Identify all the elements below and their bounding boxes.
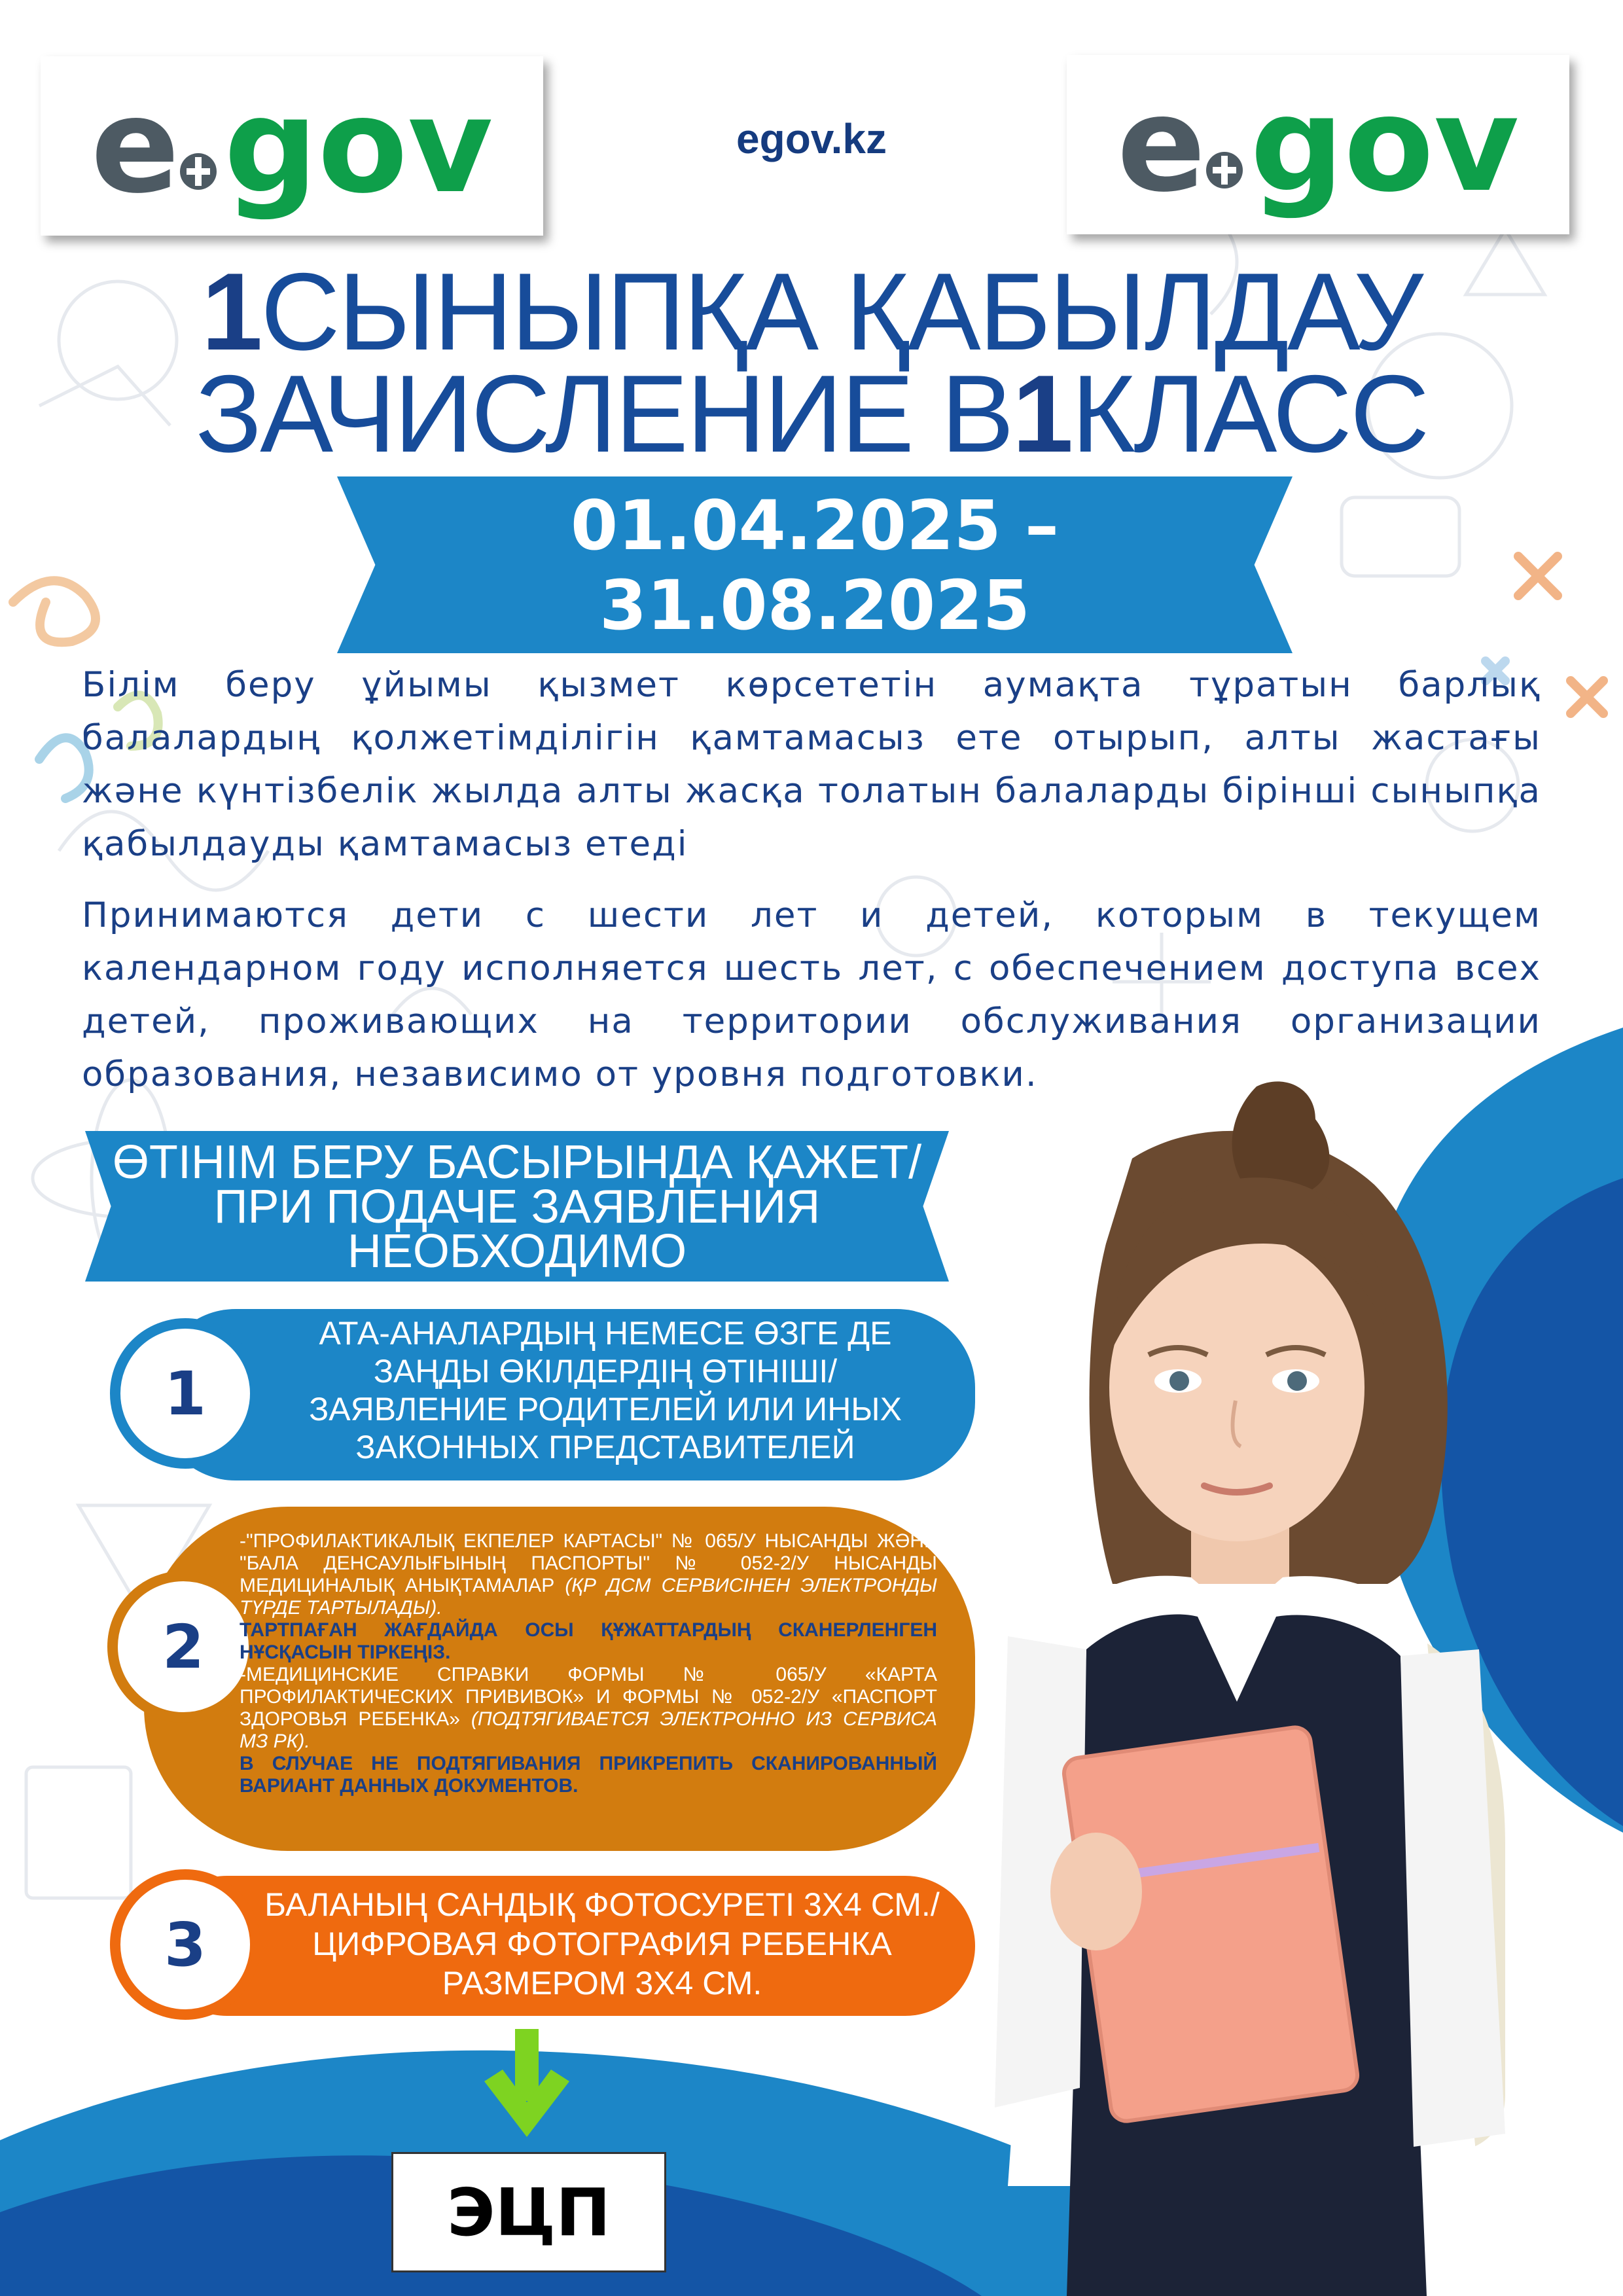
ecp-label: ЭЦП <box>447 2174 611 2251</box>
egov-plus-icon <box>1202 141 1247 194</box>
step-1-number: 1 <box>110 1318 260 1469</box>
site-url[interactable]: egov.kz <box>736 115 887 162</box>
step-2-ru-bold: В СЛУЧАЕ НЕ ПОДТЯГИВАНИЯ ПРИКРЕПИТЬ СКАНИРОВАННЫЙ ВАРИАНТ ДАННЫХ ДОКУМЕНТОВ. <box>240 1753 937 1797</box>
logo-gov-text: gov <box>1250 68 1520 221</box>
schoolgirl-photo <box>916 1073 1623 2296</box>
step-3-text <box>255 1885 949 2003</box>
step-2-kz-text: -"ПРОФИЛАКТИКАЛЫҚ ЕКПЕЛЕР КАРТАСЫ" № 065/У НЫСАНДЫ ЖӘНЕ "БАЛА ДЕНСАУЛЫҒЫНЫҢ ПАСПОРТЫ" № 052-2/У НЫСАНДЫ МЕДИЦИНАЛЫҚ АНЫҚТАМАЛАР <box>240 1530 937 1596</box>
step-2-ru-italic: (ПОДТЯГИВАЕТСЯ ЭЛЕКТРОННО ИЗ СЕРВИСА МЗ РК). <box>240 1708 938 1752</box>
green-down-arrow-icon <box>478 2029 576 2140</box>
title-kz <box>0 250 1623 373</box>
egov-logo-right <box>1067 55 1569 234</box>
step-3-number: 3 <box>110 1869 260 2020</box>
step-2-number: 2 <box>107 1571 259 1723</box>
date-end: 31.08.2025 <box>599 565 1030 645</box>
egov-plus-icon <box>175 143 221 195</box>
logo-e-letter: e <box>1116 68 1206 221</box>
step-1-line: АТА-АНАЛАРДЫҢ НЕМЕСЕ ӨЗГЕ ДЕ <box>319 1315 892 1352</box>
title-ru <box>0 352 1623 475</box>
title-number: 1 <box>1012 352 1072 475</box>
requirements-heading <box>98 1136 936 1278</box>
paragraph-ru: Принимаются дети с шести лет и детей, которым в текущем календарном году исполняется шесть лет, с обеспечением доступа всех детей, проживающих на территории обслуживания организации образования, независимо от уровня подготовки. <box>82 895 1541 1094</box>
step-1-text <box>262 1314 949 1466</box>
step-2-kz-block <box>240 1530 937 1619</box>
date-start: 01.04.2025 – <box>570 486 1060 565</box>
title-kz-text: СЫНЫПҚА ҚАБЫЛДАУ <box>260 250 1422 373</box>
requirements-heading-line: НЕОБХОДИМО <box>347 1225 687 1278</box>
step-2-kz-bold: ТАРТПАҒАН ЖАҒДАЙДА ОСЫ ҚҰЖАТТАРДЫҢ СКАНЕРЛЕНГЕН НҰСҚАСЫН ТІРКЕҢІЗ. <box>240 1619 937 1663</box>
step-1-line: ЗАЯВЛЕНИЕ РОДИТЕЛЕЙ ИЛИ ИНЫХ <box>309 1391 902 1427</box>
step-1-line: ЗАҢДЫ ӨКІЛДЕРДІҢ ӨТІНІШІ/ <box>373 1353 838 1390</box>
paragraph-kz: Білім беру ұйымы қызмет көрсететін аумақта тұратын барлық балалардың қолжетімділігін қамтамасыз ете отырып, алты жастағы және күнтізбелік жылда алты жасқа толатын балаларды бірінші сыныпқа қабылдауды қамтамасыз етеді <box>82 665 1541 864</box>
requirements-heading-line: ПРИ ПОДАЧЕ ЗАЯВЛЕНИЯ <box>213 1181 821 1233</box>
ecp-box[interactable] <box>391 2152 666 2272</box>
step-2-ru-text: -МЕДИЦИНСКИЕ СПРАВКИ ФОРМЫ № 065/У «КАРТА ПРОФИЛАКТИЧЕСКИХ ПРИВИВОК» И ФОРМЫ № 052-2/У «ПАСПОРТ ЗДОРОВЬЯ РЕБЕНКА» <box>240 1664 937 1730</box>
logo-e-letter: e <box>90 69 180 223</box>
title-number: 1 <box>201 250 261 373</box>
step-2-kz-italic: (ҚР ДСМ СЕРВИСІНЕН ЭЛЕКТРОНДЫ ТҮРДЕ ТАРТЫЛАДЫ). <box>240 1575 937 1619</box>
requirements-heading-line: ӨТІНІМ БЕРУ БАСЫРЫНДА ҚАЖЕТ/ <box>112 1136 922 1189</box>
step-3-line: ЦИФРОВАЯ ФОТОГРАФИЯ РЕБЕНКА <box>312 1926 892 1962</box>
step-1-line: ЗАКОННЫХ ПРЕДСТАВИТЕЛЕЙ <box>355 1429 855 1465</box>
step-3-line: БАЛАНЫҢ САНДЫҚ ФОТОСУРЕТІ 3Х4 СМ./ <box>264 1886 940 1923</box>
step-2-text <box>240 1530 937 1797</box>
egov-logo-left <box>41 56 543 236</box>
step-3-line: РАЗМЕРОМ 3Х4 СМ. <box>442 1965 762 2001</box>
title-ru-text: ЗАЧИСЛЕНИЕ В <box>195 352 1012 475</box>
step-2-ru-block <box>240 1664 937 1753</box>
logo-gov-text: gov <box>224 69 493 223</box>
title-ru-tail: КЛАСС <box>1071 352 1428 475</box>
date-range <box>337 486 1293 645</box>
